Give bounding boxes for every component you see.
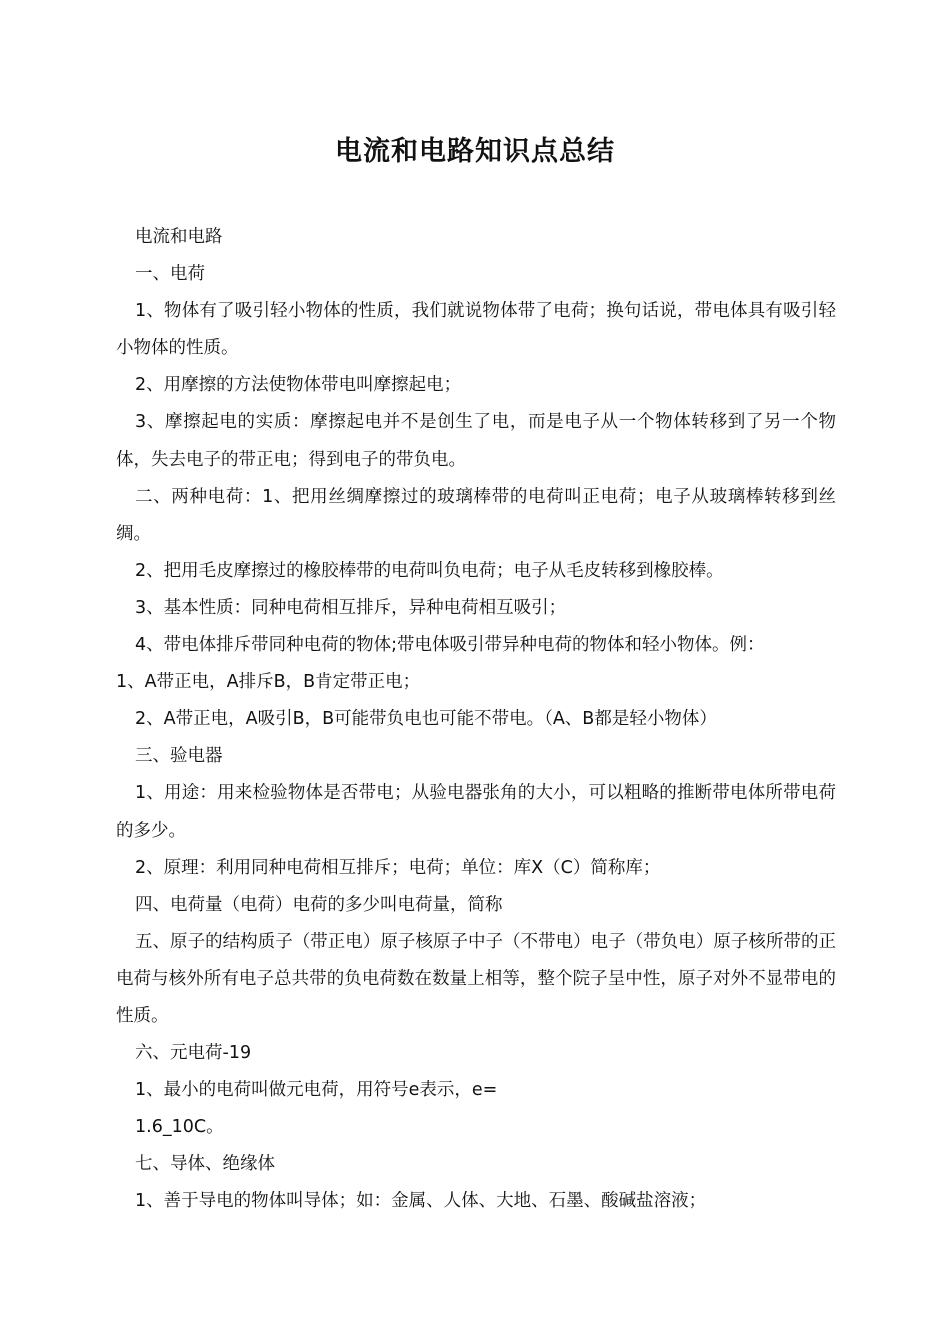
paragraph: 1、用途：用来检验物体是否带电；从验电器张角的大小，可以粗略的推断带电体所带电荷的多少。: [116, 783, 836, 841]
section-heading: 电流和电路: [135, 227, 223, 247]
paragraph: 2、用摩擦的方法使物体带电叫摩擦起电；: [135, 375, 462, 396]
paragraph: 2、原理：利用同种电荷相互排斥；电荷；单位：库X（C）简称库；: [135, 857, 661, 878]
section-heading: 四、电荷量（电荷）电荷的多少叫电荷量，简称: [135, 894, 503, 915]
paragraph: 1、最小的电荷叫做元电荷，用符号e表示，e=: [135, 1080, 498, 1101]
paragraph: 2、A带正电，A吸引B，B可能带负电也可能不带电。（A、B都是轻小物体）: [135, 709, 717, 730]
paragraph: 1、A带正电，A排斥B，B肯定带正电；: [116, 672, 421, 693]
section-heading: 一、电荷: [135, 264, 205, 285]
paragraph: 1、物体有了吸引轻小物体的性质，我们就说物体带了电荷；换句话说，带电体具有吸引轻小物体的性质。: [116, 301, 836, 359]
document-title: 电流和电路知识点总结: [335, 136, 615, 167]
paragraph: 1、善于导电的物体叫导体；如：金属、人体、大地、石墨、酸碱盐溶液；: [135, 1191, 707, 1212]
paragraph: 二、两种电荷：1、把用丝绸摩擦过的玻璃棒带的电荷叫正电荷；电子从玻璃棒转移到丝绸。: [116, 486, 836, 544]
section-heading: 三、验电器: [135, 746, 223, 767]
section-heading: 六、元电荷-19: [135, 1043, 252, 1064]
paragraph: 2、把用毛皮摩擦过的橡胶棒带的电荷叫负电荷；电子从毛皮转移到橡胶棒。: [135, 560, 724, 581]
paragraph: 4、带电体排斥带同种电荷的物体;带电体吸引带异种电荷的物体和轻小物体。例：: [135, 635, 765, 656]
paragraph: 3、基本性质：同种电荷相互排斥，异种电荷相互吸引；: [135, 597, 567, 618]
section-heading: 七、导体、绝缘体: [135, 1154, 275, 1175]
paragraph: 五、原子的结构质子（带正电）原子核原子中子（不带电）电子（带负电）原子核所带的正电荷与核外所有电子总共带的负电荷数在数量上相等，整个院子呈中性，原子对外不显带电的性质。: [116, 931, 836, 1026]
paragraph: 3、摩擦起电的实质：摩擦起电并不是创生了电，而是电子从一个物体转移到了另一个物体，失去电子的带正电；得到电子的带负电。: [116, 412, 836, 470]
document-body: [116, 219, 836, 1221]
paragraph: 1.6_10C。: [135, 1117, 224, 1138]
